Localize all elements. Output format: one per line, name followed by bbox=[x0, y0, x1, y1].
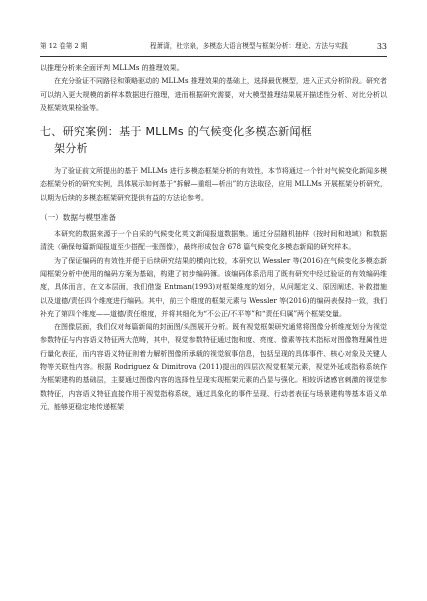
section-heading-line: 架分析 bbox=[54, 142, 88, 156]
subsection-heading: （一）数据与模型准备 bbox=[40, 213, 116, 223]
journal-issue: 第 12 卷第 2 期 bbox=[40, 42, 88, 50]
article-running-title: 程萧潇，杜宗泉，多模态大语言模型与框架分析：理论、方法与实践 bbox=[150, 42, 348, 50]
paragraph: 在图像层面，我们仅对每篇新闻的封面图/头图展开分析。既有视觉框架研究通常将图像分析维度划分为视觉参数特征与内容语义特征两大范畴，其中，视觉参数特征通过饱和度、亮度、像素等技术指标对图像物理属性进行量化表征，而内容语义特征则着力解析图像所承载的视觉叙事信息，包括呈现的具体事件、核心对象及关键人物等关联性内容。根据 Rodriguez & Dimitrova (2011)提出的四层次视觉框架元素，视觉外延或指称系统作为框架建构的基础层，主要通过图像内容的选择性呈现实现框架元素的凸显与强化。相较诉诸感官刺激的视觉参数特征，内容语义特征直接作用于视觉指称系统，通过具象化的事件呈现、行动者表征与场景建构等基本语义单元，能够更稳定地传递框架 bbox=[40, 323, 387, 411]
paragraph: 以推理分析来全面评判 MLLMs 的推理效果。 bbox=[40, 64, 184, 72]
body-text bbox=[40, 62, 387, 414]
running-header bbox=[40, 40, 387, 53]
paragraph: 为了保证编码的有效性并便于后续研究结果的横向比较，本研究以 Wessler 等(2016)在气候变化多模态新闻框架分析中使用的编码方案为基础，构建了初步编码簿。该编码体系沿用了既有研究中经过验证的有效编码维度，具体而言，在文本层面，我们借鉴 Entman(1993)对框架维度的划分，从问题定义、原因阐述、补救措施以及道德/责任四个维度进行编码。其中，前三个维度的框架元素与 Wessler 等(2016)的编码表保持一致，我们补充了第四个维度——道德/责任维度，并将其细化为“不公正/不平等”和“责任归属”两个框架变量。 bbox=[40, 256, 387, 318]
header-rule bbox=[40, 56, 387, 57]
paragraph: 本研究的数据来源于一个自采的气候变化英文新闻报道数据集。通过分层随机抽样（按时间和地域）和数据清洗（确保每篇新闻报道至少搭配一张图像），最终形成包含 678 篇气候变化多模态新闻的研究样本。 bbox=[40, 230, 387, 252]
section-heading bbox=[40, 123, 387, 157]
paragraph: 为了验证前文所提出的基于 MLLMs 进行多模态框架分析的有效性，本节将通过一个针对气候变化新闻多模态框架分析的研究实例，具体展示如何基于“拆解—重组—析出”的方法取径，应用 MLLMs 开展框架分析研究，以期为后续的多模态框架研究提供有益的方法论参考。 bbox=[40, 167, 387, 202]
page-number: 33 bbox=[376, 42, 387, 51]
paragraph: 在充分验证不同路径和策略驱动的 MLLMs 推理效果的基础上，选择最优模型，进入正式分析阶段。研究者可以纳入更大规模的新样本数据进行推理，进而根据研究需要，对大模型推理结果展开描述性分析、对比分析以及框架效果检验等。 bbox=[40, 77, 387, 112]
section-heading-line: 七、研究案例：基于 MLLMs 的气候变化多模态新闻框 bbox=[40, 125, 313, 139]
